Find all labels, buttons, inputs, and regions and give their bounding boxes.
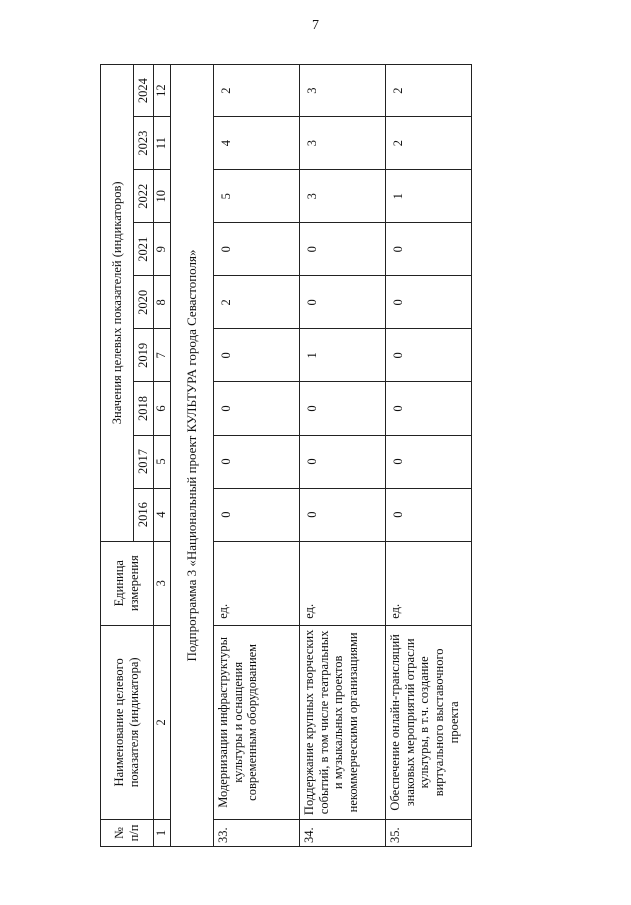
col-number: 4 (153, 488, 170, 541)
value-2023: 2 (385, 117, 471, 170)
value-2016: 0 (213, 488, 299, 541)
header-values: Значения целевых показателей (индикаторов) (101, 65, 134, 542)
col-number: 5 (153, 435, 170, 488)
col-number: 2 (153, 625, 170, 819)
row-name: Обеспечение онлайн-трансляций знаковых мероприятий отрасли культуры, в т.ч. создание виртуального выставочного проекта (385, 625, 471, 819)
year-2017: 2017 (134, 435, 154, 488)
value-2016: 0 (299, 488, 385, 541)
table-row (385, 65, 471, 847)
value-2022: 3 (299, 170, 385, 223)
year-2016: 2016 (134, 488, 154, 541)
col-number: 11 (153, 117, 170, 170)
year-2018: 2018 (134, 382, 154, 435)
table-row (213, 65, 299, 847)
table-row (299, 65, 385, 847)
header-name: Наименование целевого показателя (индикатора) (101, 625, 154, 819)
value-2018: 0 (385, 382, 471, 435)
year-2022: 2022 (134, 170, 154, 223)
value-2021: 0 (385, 223, 471, 276)
col-number: 12 (153, 65, 170, 117)
header-num: № п/п (101, 819, 154, 846)
col-number: 10 (153, 170, 170, 223)
row-num: 34. (299, 819, 385, 846)
row-num: 33. (213, 819, 299, 846)
col-number: 3 (153, 541, 170, 625)
value-2021: 0 (299, 223, 385, 276)
value-2023: 4 (213, 117, 299, 170)
value-2018: 0 (299, 382, 385, 435)
row-name: Модернизации инфраструктуры культуры и оснащения современным оборудованием (213, 625, 299, 819)
row-unit: ед. (213, 541, 299, 625)
header-row-main (101, 65, 134, 847)
value-2020: 0 (385, 276, 471, 329)
value-2016: 0 (385, 488, 471, 541)
row-unit: ед. (385, 541, 471, 625)
value-2017: 0 (213, 435, 299, 488)
value-2019: 1 (299, 329, 385, 382)
rotated-table-wrapper (100, 64, 517, 847)
year-2024: 2024 (134, 65, 154, 117)
year-2023: 2023 (134, 117, 154, 170)
col-number: 1 (153, 819, 170, 846)
subprogram-row (170, 65, 213, 847)
year-2019: 2019 (134, 329, 154, 382)
row-name: Поддержание крупных творческих событий, в том числе театральных и музыкальных проектов некоммерческими организациями (299, 625, 385, 819)
value-2017: 0 (385, 435, 471, 488)
header-unit: Единица измерения (101, 541, 154, 625)
value-2018: 0 (213, 382, 299, 435)
value-2019: 0 (213, 329, 299, 382)
subprogram-title: Подпрограмма 3 «Национальный проект КУЛЬТУРА города Севастополя» (170, 65, 213, 847)
col-number: 7 (153, 329, 170, 382)
year-2020: 2020 (134, 276, 154, 329)
value-2024: 2 (213, 65, 299, 117)
value-2022: 5 (213, 170, 299, 223)
value-2020: 2 (213, 276, 299, 329)
value-2024: 3 (299, 65, 385, 117)
col-number: 8 (153, 276, 170, 329)
page-number: 7 (312, 18, 319, 33)
value-2020: 0 (299, 276, 385, 329)
value-2021: 0 (213, 223, 299, 276)
col-number: 6 (153, 382, 170, 435)
year-2021: 2021 (134, 223, 154, 276)
indicators-table (100, 64, 472, 847)
value-2017: 0 (299, 435, 385, 488)
value-2023: 3 (299, 117, 385, 170)
value-2024: 2 (385, 65, 471, 117)
col-number: 9 (153, 223, 170, 276)
value-2022: 1 (385, 170, 471, 223)
column-number-row (153, 65, 170, 847)
row-unit: ед. (299, 541, 385, 625)
row-num: 35. (385, 819, 471, 846)
value-2019: 0 (385, 329, 471, 382)
